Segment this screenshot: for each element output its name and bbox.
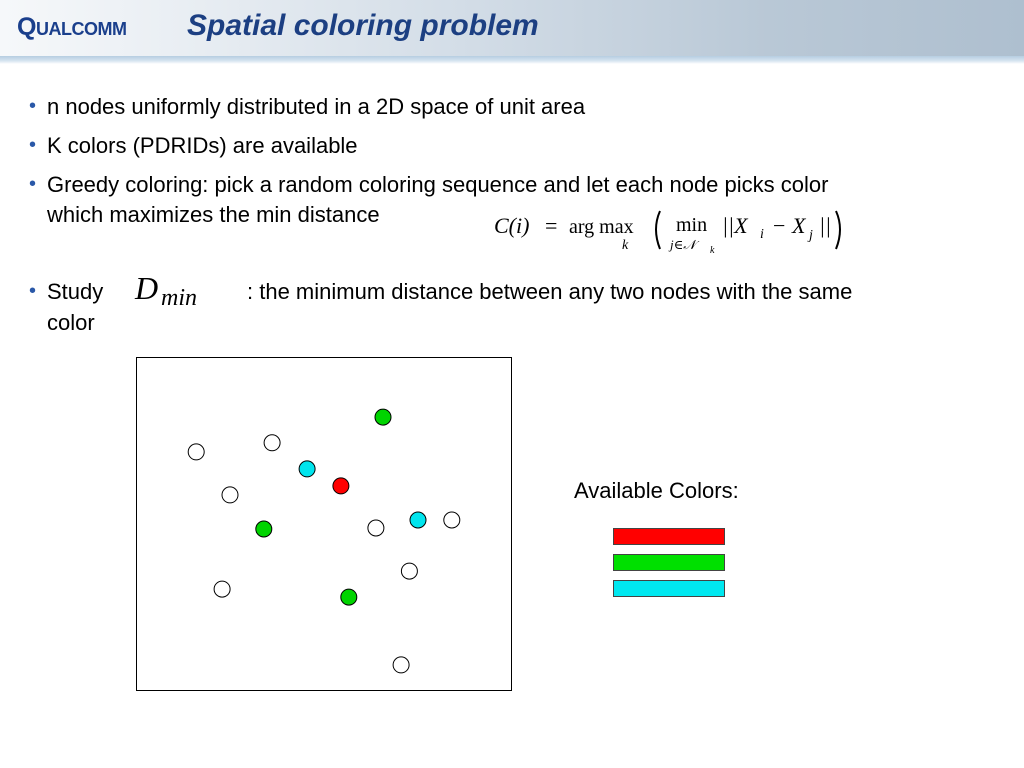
bullet-text: n nodes uniformly distributed in a 2D space of unit area — [47, 94, 586, 119]
right-paren — [836, 211, 840, 249]
node-empty-7 — [368, 520, 384, 536]
slide-header — [0, 0, 1024, 56]
formula-norm-left: ||X — [722, 213, 748, 238]
formula-xj-sub: j — [809, 228, 813, 243]
left-paren — [656, 211, 660, 249]
node-green-6 — [256, 521, 272, 537]
header-divider — [0, 56, 1024, 64]
formula-min-sub-k: k — [710, 245, 715, 256]
bullet-text-prefix: Study — [47, 279, 104, 304]
formula-xi-sub: i — [760, 227, 764, 242]
formula-argmax: arg max — [569, 216, 634, 238]
bullet-dot-icon: • — [29, 134, 37, 156]
dmin-sub: min — [161, 285, 197, 310]
bullet-dot-icon: • — [29, 280, 37, 302]
color-swatch-red — [613, 528, 725, 545]
node-empty-9 — [444, 512, 460, 528]
logo-initial: Q — [17, 13, 36, 41]
formula-norm-right: || — [819, 213, 832, 238]
bullet-text-suffix: : the minimum distance between any two nodes with the same — [247, 279, 853, 304]
unit-area-plot — [136, 357, 512, 691]
bullet-text-line1: Greedy coloring: pick a random coloring sequence and let each node picks color — [47, 172, 829, 197]
formula-xj: X — [792, 213, 806, 238]
node-empty-10 — [401, 563, 417, 579]
node-green-12 — [341, 589, 357, 605]
node-green-0 — [375, 409, 391, 425]
node-red-4 — [333, 478, 349, 494]
bullet-dot-icon: • — [29, 95, 37, 117]
qualcomm-logo — [17, 15, 126, 40]
dmin-symbol — [133, 272, 223, 310]
formula-argmax-sub: k — [622, 238, 629, 253]
bullet-text-line2: which maximizes the min distance — [47, 202, 380, 227]
bullet-dot-icon: • — [29, 173, 37, 195]
formula-equals: = — [545, 213, 558, 238]
formula-min-sub: j∈𝒩 — [670, 237, 696, 252]
slide-title: Spatial coloring problem — [187, 9, 539, 42]
color-swatch-green — [613, 554, 725, 571]
bullet-text: K colors (PDRIDs) are available — [47, 133, 358, 158]
formula-minus: − — [773, 213, 786, 238]
color-swatch-cyan — [613, 580, 725, 597]
formula-lhs: C(i) — [494, 213, 530, 238]
dmin-base: D — [135, 272, 159, 306]
node-cyan-3 — [299, 461, 315, 477]
node-empty-2 — [264, 435, 280, 451]
node-empty-11 — [214, 581, 230, 597]
formula-min: min — [676, 214, 708, 236]
node-empty-1 — [188, 444, 204, 460]
available-colors-label: Available Colors: — [574, 478, 739, 503]
bullet-text-line2: color — [47, 310, 95, 335]
node-empty-5 — [222, 487, 238, 503]
greedy-coloring-formula — [492, 205, 847, 257]
logo-rest: UALCOMM — [35, 19, 127, 39]
node-cyan-8 — [410, 512, 426, 528]
node-empty-13 — [393, 657, 409, 673]
